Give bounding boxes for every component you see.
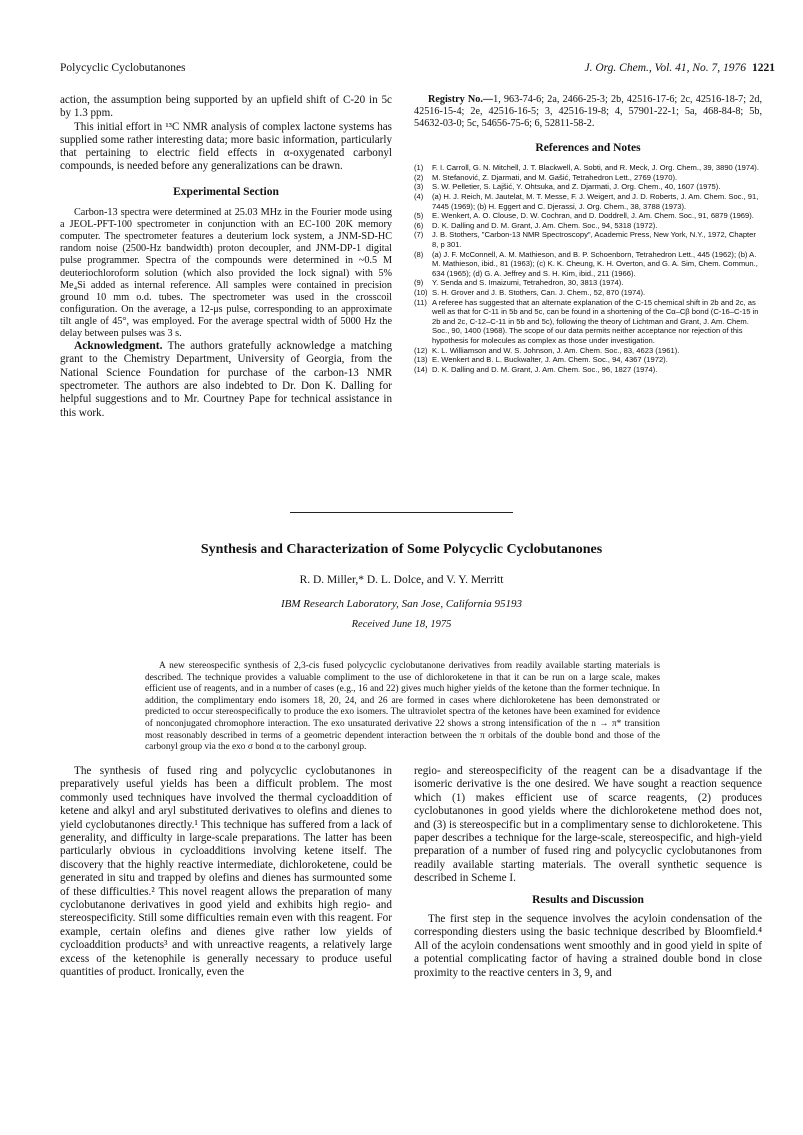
article-authors: R. D. Miller,* D. L. Dolce, and V. Y. Merritt	[299, 574, 504, 586]
reference-item	[414, 355, 762, 365]
experimental-heading: Experimental Section	[173, 185, 279, 198]
left-column-body	[60, 765, 392, 980]
reference-number: (13)	[414, 355, 428, 365]
reference-text: (a) H. J. Reich, M. Jautelat, M. T. Messe, F. J. Weigert, and J. D. Roberts, J. Am. Chem. Soc., 91, 7445 (1969); (b) H. Eggert and C. Djerassi, J. Org. Chem., 38, 3788 (1973).	[432, 192, 759, 211]
reference-text: A referee has suggested that an alternate explanation of the C-15 chemical shift in 2b and 2c, as well as that for C-11 in 5b and 5c, can be found in a shortening of the Cα–Cβ bond (C-16–C-15 in 2b and 2c, C-12–C-11 in 5b and 5c), following the theory of Lichtman and Grant, J. Am. Chem. Soc., 90, 1400 (1968). The scope of our data permits neither acceptance nor rejection of this hypothesis for molecules as complex as those under investigation.	[432, 297, 759, 345]
acknowledgment-text: The authors gratefully acknowledge a matching grant to the Chemistry Department, University of Georgia, from the National Science Foundation for purchase of the carbon-13 NMR spectrometer. The authors are also indebted to Dr. Don K. Dalling for helpful suggestions and to Mr. Courtney Pape for technical assistance in this work.	[60, 340, 392, 419]
reference-text: D. K. Dalling and D. M. Grant, J. Am. Chem. Soc., 94, 5318 (1972).	[432, 220, 658, 230]
acknowledgment-title: Acknowledgment.	[74, 340, 163, 353]
reference-number: (5)	[414, 211, 424, 221]
running-title: Polycyclic Cyclobutanones	[60, 62, 186, 74]
reference-number: (8)	[414, 249, 424, 259]
article-title: Synthesis and Characterization of Some Polycyclic Cyclobutanones	[200, 542, 603, 557]
reference-number: (9)	[414, 278, 424, 288]
page-number: 1221	[752, 62, 775, 74]
reference-item	[414, 250, 762, 279]
reference-text: K. L. Williamson and W. S. Johnson, J. Am. Chem. Soc., 83, 4623 (1961).	[432, 345, 680, 355]
paragraph: The first step in the sequence involves the acyloin condensation of the corresponding diesters using the basic technique described by Bloomfield.⁴ All of the acyloin condensations went smoothly and in good yield in spite of a potential complicating factor of having a strained double bond in close proximity to the reactive centers in 3, 9, and	[414, 913, 762, 979]
reference-text: S. W. Pelletier, S. Lajšić, Y. Ohtsuka, and Z. Djarmati, J. Org. Chem., 40, 1607 (1975).	[432, 182, 721, 192]
reference-text: S. H. Grover and J. B. Stothers, Can. J. Chem., 52, 870 (1974).	[432, 288, 646, 298]
reference-text: F. I. Carroll, G. N. Mitchell, J. T. Blackwell, A. Sobti, and R. Meck, J. Org. Chem., 39, 3890 (1974).	[432, 163, 759, 173]
reference-number: (10)	[414, 288, 428, 298]
paragraph: action, the assumption being supported by an upfield shift of C-20 in 5c by 1.3 ppm.	[60, 94, 392, 120]
right-column-top	[414, 94, 762, 374]
reference-text: M. Stefanović, Z. Djarmati, and M. Gašić, Tetrahedron Lett., 2769 (1970).	[432, 172, 678, 182]
reference-number: (14)	[414, 364, 428, 374]
abstract: A new stereospecific synthesis of 2,3-cis fused polycyclic cyclobutanone derivatives from readily available starting materials is described. The technique provides a valuable compliment to the use of dichloroketene in that it can be run on a large scale, makes efficient use of reagents, and in a number of cases (e.g., 16 and 22) gives much higher yields of the ketone than the former technique. In addition, the complimentary endo isomers 18, 20, 24, and 26 are formed in cases where dichloroketene has been demonstrated or predicted to occur stereospecifically to produce the exo isomers. The ultraviolet spectra of the ketones have been examined for evidence of nonconjugated chromophore interaction. The exo unsaturated derivative 22 shows a strong intensification of the n → π* transition most reasonably described in terms of a geometric dependent interaction between the π orbitals of the double bond and those of the carbonyl group via the exo σ bond α to the carbonyl group.	[145, 661, 660, 753]
paragraph: The synthesis of fused ring and polycyclic cyclobutanones in preparatively useful yields has been a difficult problem. The most commonly used techniques have involved the thermal cycloaddition of ketene and alkyl and aryl substituted derivatives to olefins and dienes to yield cyclobutanones directly.¹ This technique has suffered from a lack of generality, and difficulty in large-scale preparations. The latter has been particularly obvious in cycloadditions involving ketene itself. The discovery that the highly reactive intermediate, dichloroketene, could be generated in situ and trapped by olefins and dienes has surmounted some of these difficulties.² This novel reagent allows the preparation of many cyclobutanone derivatives in good yield and exhibits high regio- and stereospecificity. Still some difficulties remain even with this reagent. For example, certain olefins and dienes give rather low yields of cycloaddition products³ and with unreactive reagents, a relatively large excess of the ketenophile is generally necessary to produce useful quantities of product. Ironically, even the	[60, 765, 392, 979]
paragraph: This initial effort in ¹³C NMR analysis of complex lactone systems has supplied some rather interesting data; more basic information, particularly that pertaining to electric field effects in α-oxygenated carbonyl compounds, is needed before any generalizations can be drawn.	[60, 120, 392, 173]
article-affiliation: IBM Research Laboratory, San Jose, California 95193	[281, 598, 522, 610]
reference-text: Y. Senda and S. Imaizumi, Tetrahedron, 30, 3813 (1974).	[432, 278, 624, 288]
reference-text: E. Wenkert and B. L. Buckwalter, J. Am. Chem. Soc., 94, 4367 (1972).	[432, 355, 668, 365]
right-column-body	[414, 765, 762, 980]
reference-text: E. Wenkert, A. O. Clouse, D. W. Cochran, and D. Doddrell, J. Am. Chem. Soc., 91, 6879 (1969).	[432, 211, 754, 221]
results-heading: Results and Discussion	[532, 893, 644, 906]
journal-name: J. Org. Chem., Vol. 41, No. 7, 1976	[584, 62, 746, 74]
reference-number: (12)	[414, 345, 428, 355]
reference-number: (2)	[414, 172, 424, 182]
references-heading: References and Notes	[535, 142, 641, 154]
registry-text: 1, 963-74-6; 2a, 2466-25-3; 2b, 42516-17-6; 2c, 42516-18-7; 2d, 42516-15-4; 2e, 42516-16-5; 3, 42516-19-8; 4, 57901-22-1; 5a, 468-84-8; 5b, 54632-03-0; 5c, 54656-75-6; 6, 52811-58-2.	[414, 94, 762, 129]
reference-number: (6)	[414, 220, 424, 230]
reference-item	[414, 211, 762, 221]
reference-item	[414, 230, 762, 249]
experimental-text: Carbon-13 spectra were determined at 25.03 MHz in the Fourier mode using a JEOL-PFT-100 spectrometer in conjunction with an EC-100 20K memory computer. The spectrometer features a deuterium lock system, a JNM-SD-HC random noise (2500-Hz bandwidth) proton decoupler, and JNM-DP-1 digital pulse programmer. Spectra of the compounds were determined in ~0.5 M deuteriochloroform solution (which also provided the lock signal) with 5% Me₄Si added as internal reference. All samples were contained in precision ground 10 mm o.d. tubes. The spectrometer was used in the crosscoil configuration. On the average, a 12-μs pulse, corresponding to an approximate tilt angle of 45°, was employed. For the average spectral width of 5000 Hz the delay between pulses was 3 s.	[60, 207, 392, 340]
reference-item	[414, 346, 762, 356]
reference-number: (4)	[414, 192, 424, 202]
paragraph: regio- and stereospecificity of the reagent can be a disadvantage if the isomeric derivative is the one desired. We have sought a reaction sequence which (1) makes efficient use of scarce reagents, (2) produces cyclobutanones in good yields where the dichloroketene method does not, and (3) is stereospecific but in a complimentary sense to dichloroketene. This paper describes a technique for the large-scale, stereospecific, and high-yield preparation of a number of fused ring and polycyclic cyclobutanones from readily available starting materials. The overall synthetic sequence is described in Scheme I.	[414, 765, 762, 885]
registry-numbers	[414, 94, 762, 130]
reference-number: (1)	[414, 163, 424, 173]
reference-item	[414, 182, 762, 192]
reference-text: D. K. Dalling and D. M. Grant, J. Am. Chem. Soc., 96, 1827 (1974).	[432, 364, 658, 374]
reference-item	[414, 163, 762, 173]
reference-item	[414, 365, 762, 375]
received-date: Received June 18, 1975	[351, 619, 452, 630]
reference-number: (7)	[414, 230, 424, 240]
reference-text: (a) J. F. McConnell, A. M. Mathieson, and B. P. Schoenborn, Tetrahedron Lett., 445 (1962); (b) A. M. Mathieson, ibid., 81 (1963); (c) K. K. Cheung, K. H. Overton, and G. A. Sim, Chem. Commun., 634 (1965); (d) G. A. Jeffrey and S. H. Kim, ibid., 211 (1966).	[432, 249, 758, 278]
article-divider	[290, 512, 513, 513]
reference-item	[414, 221, 762, 231]
reference-item	[414, 298, 762, 346]
acknowledgment	[60, 340, 392, 420]
reference-item	[414, 192, 762, 211]
journal-citation	[584, 62, 775, 74]
references-list	[414, 163, 762, 374]
reference-item	[414, 278, 762, 288]
reference-number: (3)	[414, 182, 424, 192]
reference-item	[414, 288, 762, 298]
registry-label: Registry No.—	[428, 94, 494, 105]
reference-item	[414, 173, 762, 183]
reference-number: (11)	[414, 297, 427, 307]
reference-text: J. B. Stothers, "Carbon-13 NMR Spectroscopy", Academic Press, New York, N.Y., 1972, Chapter 8, p 301.	[432, 230, 756, 250]
left-column-top	[60, 94, 392, 420]
